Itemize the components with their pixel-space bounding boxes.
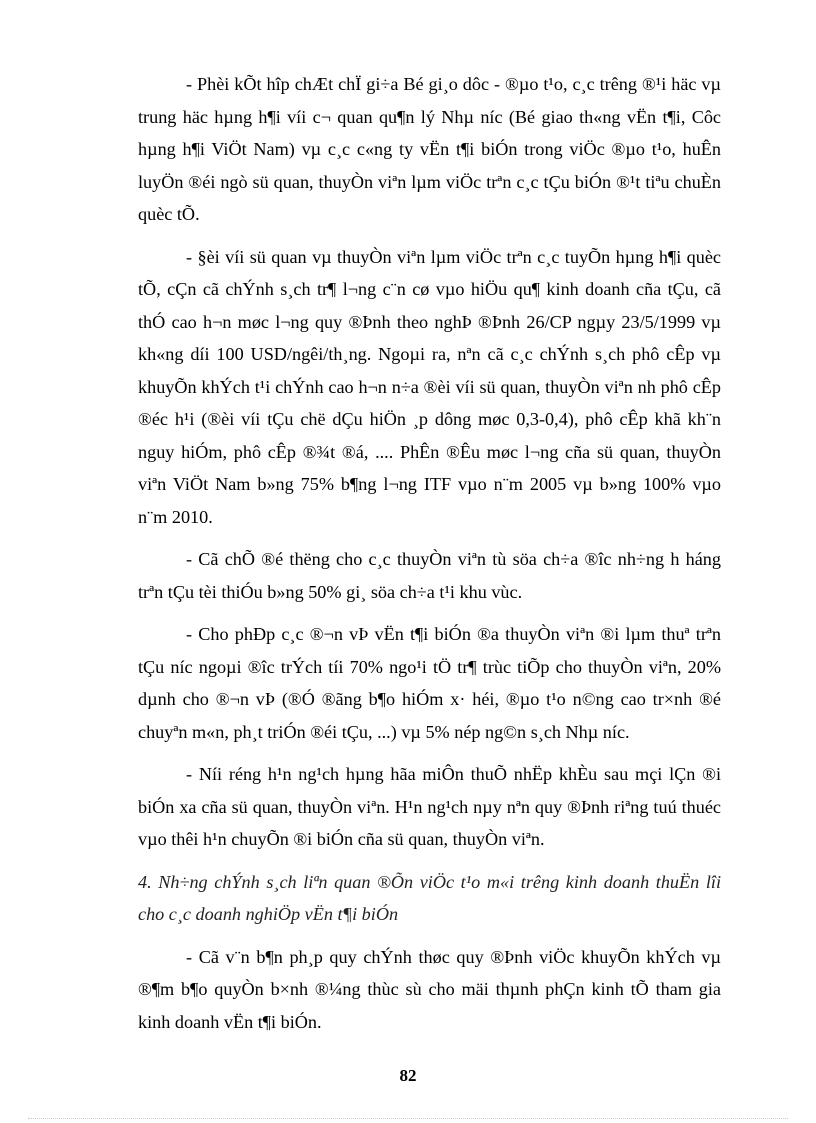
paragraph-duty-free-quota: - Níi réng h¹n ng¹ch hµng hãa miÔn thuÕ nhËp khÈu sau mçi lÇn ®i biÓn xa cña sü quan, thuyÒn viªn. H¹n ng¹ch nµy nªn quy ®Þnh riªng tuú thuéc vµo thêi h¹n chuyÕn ®i biÓn cña sü quan, thuyÒn viªn. <box>138 764 721 849</box>
paragraph-foreign-ship-work: - Cho phÐp c¸c ®¬n vÞ vËn t¶i biÓn ®a thuyÒn viªn ®i lµm thuª trªn tÇu níc ngoµi ®îc trÝch tíi 70% ngo¹i tÖ tr¶ trùc tiÕp cho thuyÒn viªn, 20% dµnh cho ®¬n vÞ (®Ó ®ãng b¶o hiÓm x· héi, ®µo t¹o n©ng cao tr×nh ®é chuyªn m«n, ph¸t triÓn ®éi tÇu, ...) vµ 5% nép ng©n s¸ch Nhµ níc. <box>138 624 721 742</box>
body-text <box>138 68 721 1048</box>
page-number: 82 <box>399 1066 417 1085</box>
paragraph-legal-documents: - Cã v¨n b¶n ph¸p quy chÝnh thøc quy ®Þnh viÖc khuyÕn khÝch vµ ®¶m b¶o quyÒn b×nh ®¼ng thùc sù cho mäi thµnh phÇn kinh tÕ tham gia kinh doanh vËn t¶i biÓn. <box>138 946 721 1032</box>
paragraph-training-cooperation: - Phèi kÕt hîp chÆt chÏ gi÷a Bé gi¸o dôc - ®µo t¹o, c¸c trêng ®¹i häc vµ trung häc hµng h¶i víi c¬ quan qu¶n lý Nhµ níc (Bé giao th«ng vËn t¶i, Côc hµng h¶i ViÖt Nam) vµ c¸c c«ng ty vËn t¶i biÓn trong viÖc ®µo t¹o, huÊn luyÖn ®éi ngò sü quan, thuyÒn viªn lµm viÖc trªn c¸c tÇu biÓn ®¹t tiªu chuÈn quèc tÕ. <box>138 74 721 224</box>
section-heading: 4. Nh÷ng chÝnh s¸ch liªn quan ®Õn viÖc t¹o m«i trêng kinh doanh thuËn lîi cho c¸c doanh nghiÖp vËn t¶i biÓn <box>138 871 721 924</box>
footer-divider <box>28 1118 788 1119</box>
paragraph-repair-bonus: - Cã chÕ ®é thëng cho c¸c thuyÒn viªn tù söa ch÷a ®îc nh÷ng h háng trªn tÇu tèi thiÓu b»ng 50% gi¸ söa ch÷a t¹i khu vùc. <box>138 549 721 602</box>
paragraph-salary-policy: - §èi víi sü quan vµ thuyÒn viªn lµm viÖc trªn c¸c tuyÕn hµng h¶i quèc tÕ, cÇn cã chÝnh s¸ch tr¶ l¬ng c¨n cø vµo hiÖu qu¶ kinh doanh cña tÇu, cã thÓ cao h¬n møc l¬ng quy ®Þnh theo nghÞ ®Þnh 26/CP ngµy 23/5/1999 vµ kh«ng díi 100 USD/ngêi/th¸ng. Ngoµi ra, nªn cã c¸c chÝnh s¸ch phô cÊp vµ khuyÕn khÝch t¹i chÝnh cao h¬n n÷a ®èi víi sü quan, thuyÒn viªn nh phô cÊp ®éc h¹i (®èi víi tÇu chë dÇu hiÖn ¸p dông møc 0,3-0,4), phô cÊp khã kh¨n nguy hiÓm, phô cÊp ®¾t ®á, .... PhÊn ®Êu møc l¬ng cña sü quan, thuyÒn viªn ViÖt Nam b»ng 75% b¶ng l¬ng ITF vµo n¨m 2005 vµ b»ng 100% vµo n¨m 2010. <box>138 246 721 527</box>
